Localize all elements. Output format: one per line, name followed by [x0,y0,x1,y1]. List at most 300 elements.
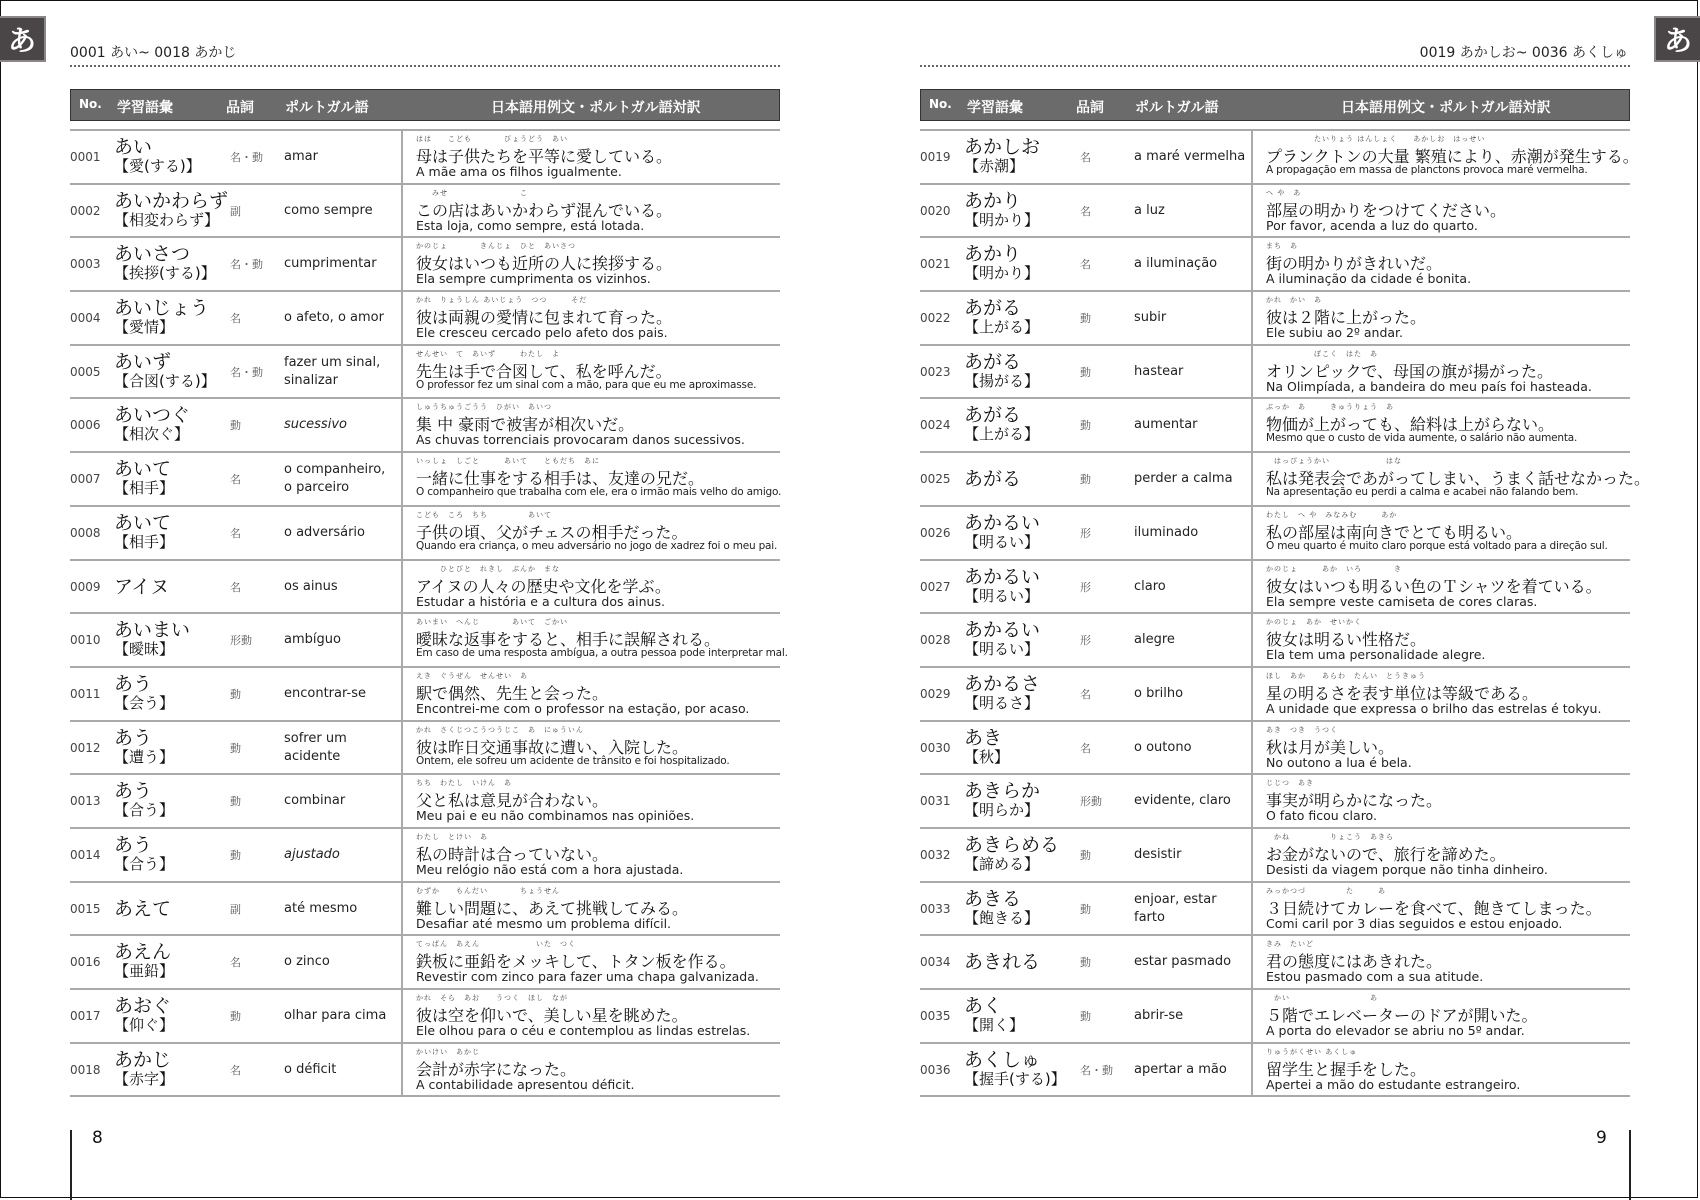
furigana: ぶっか あ きゅうりょう あ [1266,403,1394,412]
furigana: こども ころ ちち あいて [416,510,552,519]
entry-number: 0023 [920,364,951,379]
example-translation: Quando era criança, o meu adversário no jogo de xadrez foi o meu pai. [416,539,778,552]
vocab-kanji: 【亜鉛】 [114,962,175,981]
example-translation: Mesmo que o custo de vida aumente, o salário não aumenta. [1266,432,1578,445]
entry-number: 0011 [70,686,101,701]
example-cell [1251,238,1630,290]
example-cell [401,453,780,505]
table-row [920,507,1630,561]
part-of-speech: 名 [230,312,241,326]
example-japanese: 彼は両親の愛情に包まれて育った。 [416,308,673,328]
vocab-kana: あがる [964,350,1022,373]
example-japanese: 街の明かりがきれいだ。 [1266,254,1443,274]
col-vocab: 学習語彙 [967,100,1023,116]
portuguese-meaning: fazer um sinal, sinalizar [284,354,381,388]
vocab-kanji: 【揚がる】 [964,371,1040,390]
vocab-kana: あいまい [114,619,191,642]
portuguese-meaning: ajustado [284,846,340,862]
example-translation: O fato ficou claro. [1266,808,1377,824]
example-translation: Desisti da viagem porque não tinha dinheiro. [1266,861,1548,877]
example-cell [401,507,780,559]
example-cell [1251,399,1630,451]
example-translation: Revestir com zinco para fazer uma chapa galvanizada. [416,969,759,985]
portuguese-meaning: combinar [284,793,346,809]
vocab-kanji: 【明るい】 [964,532,1040,551]
example-japanese: 子供の頃、父がチェスの相手だった。 [416,522,688,542]
example-translation: Na Olimpíada, a bandeira do meu país foi hasteada. [1266,378,1592,394]
vocab-kanji: 【相手】 [114,532,175,551]
vocab-kanji: 【赤字】 [114,1069,175,1088]
entry-number: 0032 [920,847,951,862]
example-translation: Ele subiu ao 2º andar. [1266,325,1404,341]
example-translation: A mãe ama os filhos igualmente. [416,164,622,179]
entry-number: 0004 [70,311,101,326]
example-japanese: 先生は手で合図して、私を呼んだ。 [416,361,672,381]
example-cell [401,883,780,935]
part-of-speech: 動 [230,795,241,809]
table-row [920,238,1630,292]
vocab-kana: あう [114,833,153,856]
table-row [70,829,780,883]
portuguese-meaning: a maré vermelha [1134,149,1246,164]
example-translation: A iluminação da cidade é bonita. [1266,271,1472,287]
example-translation: A porta do elevador se abriu no 5º andar. [1266,1023,1525,1038]
furigana: はっぴょうかい はな [1266,457,1402,466]
part-of-speech: 名・動 [230,258,263,272]
table-row [70,131,780,185]
example-japanese: お金がないので、旅行を諦めた。 [1266,844,1506,864]
part-of-speech: 名 [1080,741,1091,755]
example-translation: Meu relógio não está com a hora ajustada. [416,861,684,877]
part-of-speech: 名・動 [230,365,263,379]
entry-number: 0002 [70,203,101,218]
vocab-kana: あいて [114,511,172,534]
entry-number: 0025 [920,472,951,487]
vocab-kana: あう [114,726,153,749]
furigana: たいりょう はんしょく あかしお はっせい [1266,135,1486,143]
portuguese-meaning: amar [284,149,318,164]
example-japanese: 父と私は意見が合わない。 [416,791,609,811]
portuguese-meaning: alegre [1134,632,1175,648]
table-row [70,507,780,561]
example-japanese: 彼女は明るい性格だ。 [1266,630,1427,650]
page-number-left: 8 [92,1128,103,1148]
kana-index-tab-right[interactable] [1654,16,1700,62]
table-row [920,561,1630,615]
furigana: きみ たいど [1266,940,1314,949]
entry-number: 0035 [920,1009,951,1023]
portuguese-meaning: olhar para cima [284,1008,387,1023]
example-translation: A contabilidade apresentou déficit. [416,1076,635,1092]
example-japanese: 星の明るさを表す単位は等級である。 [1266,683,1539,703]
portuguese-meaning: como sempre [284,202,373,218]
entry-number: 0033 [920,901,951,916]
vocab-kana: あきらか [964,780,1041,803]
col-pos: 品詞 [1076,100,1104,116]
example-translation: Comi caril por 3 dias seguidos e estou enjoado. [1266,915,1563,931]
portuguese-meaning: perder a calma [1134,471,1233,487]
vocab-kanji: 【明らか】 [964,801,1040,820]
vocab-kana: あかしお [964,136,1041,158]
example-cell [1251,453,1651,505]
margin-rule-left [70,1130,72,1200]
example-japanese: 私の時計は合っていない。 [416,844,609,864]
table-row [920,829,1630,883]
part-of-speech: 名 [230,526,241,540]
furigana: みっかつづ た あ [1266,886,1386,895]
example-japanese: 部屋の明かりをつけてください。 [1266,200,1507,220]
furigana: あいまい へんじ あいて ごかい [416,618,568,627]
vocab-kanji: 【飽きる】 [964,908,1040,927]
example-cell [1251,883,1630,935]
example-cell [401,346,780,398]
part-of-speech: 名 [1080,204,1091,218]
vocab-kana: あきる [964,887,1022,910]
example-cell [401,1044,780,1096]
furigana: かのじょ きんじょ ひと あいさつ [416,242,576,251]
vocab-kanji: 【合う】 [114,854,175,873]
portuguese-meaning: o zinco [284,954,330,970]
example-japanese: アイヌの人々の歴史や文化を学ぶ。 [416,576,671,596]
example-japanese: 私の部屋は南向きでとても明るい。 [1266,522,1523,542]
vocab-kana: あいつぐ [114,404,191,427]
vocab-table-right [920,131,1651,1097]
portuguese-meaning: o adversário [284,524,365,540]
vocab-kanji: 【諦める】 [964,854,1040,873]
vocab-kana: あいじょう [114,297,210,320]
example-cell [1251,775,1630,827]
furigana: てっぱん あえん いた つく [416,940,576,949]
furigana: かのじょ あか いろ き [1266,564,1402,573]
furigana: ひとびと れきし ぶんか まな [416,564,560,573]
table-row [920,453,1651,507]
vocab-kana: あくしゅ [964,1048,1041,1071]
vocab-kana: あいかわらず [114,189,229,212]
vocab-kanji: 【明るい】 [964,586,1040,605]
furigana: かれ さくじつこうつうじこ あ にゅういん [416,725,584,734]
portuguese-meaning: encontrar-se [284,685,366,701]
example-cell [1251,668,1630,720]
table-row [70,775,780,829]
example-japanese: この店はあいかわらず混んでいる。 [416,200,673,220]
example-cell [1251,1044,1630,1096]
table-row [70,346,780,400]
furigana: わたし とけい あ [416,832,488,841]
col-pos: 品詞 [226,100,254,116]
part-of-speech: 動 [230,1010,241,1023]
col-no: No. [79,97,102,111]
example-translation: Encontrei-me com o professor na estação, por acaso. [416,700,750,716]
entry-number: 0031 [920,794,951,809]
portuguese-meaning: sofrer um acidente [284,730,347,764]
vocab-kanji: 【挨拶(する)】 [114,264,216,283]
col-vocab: 学習語彙 [117,100,173,116]
entry-number: 0022 [920,311,951,326]
vocab-kanji: 【明かり】 [964,210,1040,229]
furigana: ちち わたし いけん あ [416,779,512,788]
entry-number: 0006 [70,418,101,433]
part-of-speech: 動 [1080,473,1091,487]
example-japanese: 母は子供たちを平等に愛している。 [416,147,673,166]
example-translation: A propagação em massa de planctons provoca maré vermelha. [1266,164,1588,176]
example-cell [401,561,780,613]
entry-number: 0028 [920,633,951,648]
vocab-kana: あえて [114,897,172,920]
example-translation: Estou pasmado com a sua atitude. [1266,969,1484,985]
vocab-kanji: 【相手】 [114,479,175,498]
vocab-kana: あがる [964,468,1022,491]
furigana: わたし へ や みなみむ あか [1266,510,1398,519]
example-cell [401,722,780,774]
example-japanese: 鉄板に亜鉛をメッキして、トタン板を作る。 [416,952,736,972]
table-row [70,722,780,776]
part-of-speech: 名 [1080,687,1091,701]
example-cell [401,990,780,1042]
example-cell [401,399,780,451]
vocab-kana: あう [114,672,153,695]
example-cell [1251,936,1630,988]
running-head-left: 0001 あい~ 0018 あかじ [70,45,237,61]
example-translation: Por favor, acenda a luz do quarto. [1266,217,1478,233]
part-of-speech: 動 [1080,419,1091,433]
furigana: むずか もんだい ちょうせん [416,886,560,895]
vocab-kana: あかり [964,243,1022,266]
col-no: No. [929,97,952,111]
example-cell [1251,346,1630,398]
vocab-kana: アイヌ [114,575,170,598]
entry-number: 0019 [920,150,951,164]
table-row [920,346,1630,400]
example-translation: O professor fez um sinal com a mão, para que eu me aproximasse. [416,378,757,391]
part-of-speech: 名 [1080,258,1091,272]
table-header [70,89,780,121]
example-translation: Na apresentação eu perdi a calma e acabei não falando bem. [1266,486,1579,499]
example-cell [401,131,780,183]
example-japanese: 彼は空を仰いで、美しい星を眺めた。 [416,1006,688,1025]
furigana: かれ そら あお うつく ほし なが [416,994,568,1002]
furigana: ぼこく はた あ [1266,349,1378,358]
vocab-kanji: 【上がる】 [964,318,1040,337]
vocab-kanji: 【愛(する)】 [114,157,201,175]
example-translation: Em caso de uma resposta ambígua, a outra pessoa pode interpretar mal. [416,647,788,660]
vocab-kana: あく [964,995,1003,1017]
col-portuguese: ポルトガル語 [1135,100,1219,116]
part-of-speech: 動 [1080,1010,1091,1023]
vocab-kanji: 【曖昧】 [114,640,175,659]
entry-number: 0010 [70,633,101,648]
vocab-kana: あいさつ [114,243,191,266]
vocab-kanji: 【明かり】 [964,264,1040,283]
example-japanese: 事実が明らかになった。 [1266,791,1443,811]
part-of-speech: 名・動 [230,151,263,164]
example-translation: No outono a lua é bela. [1266,754,1412,770]
table-row [920,185,1630,239]
vocab-kanji: 【明るさ】 [964,693,1040,712]
part-of-speech: 副 [230,902,241,916]
vocab-kana: あき [964,726,1003,749]
part-of-speech: 形動 [1080,795,1102,809]
example-japanese: 難しい問題に、あえて挑戦してみる。 [416,898,689,918]
vocab-kana: あかるい [964,511,1041,534]
entry-number: 0020 [920,203,951,218]
vocab-kanji: 【握手(する)】 [964,1069,1066,1088]
vocab-kanji: 【会う】 [114,693,175,712]
vocab-kana: あかるさ [964,672,1041,695]
example-cell [401,185,780,237]
kana-index-tab-left[interactable] [0,16,46,62]
furigana: へ や あ [1266,188,1302,197]
portuguese-meaning: enjoar, estar farto [1134,891,1217,925]
example-cell [401,292,780,344]
part-of-speech: 動 [1080,848,1091,862]
furigana: かね りょこう あきら [1266,832,1394,841]
example-japanese: プランクトンの大量 繁殖により、赤潮が発生する。 [1266,147,1639,166]
table-row [70,936,780,990]
furigana: ほし あか あらわ たんい とうきゅう [1266,671,1426,680]
furigana: みせ こ [416,188,528,197]
example-cell [401,668,780,720]
part-of-speech: 名 [230,580,241,594]
part-of-speech: 形 [1080,634,1091,648]
furigana: かのじょ あか せいかく [1266,618,1362,627]
example-japanese: オリンピックで、母国の旗が揚がった。 [1266,361,1554,381]
portuguese-meaning: o déficit [284,1061,337,1077]
entry-number: 0014 [70,847,101,862]
portuguese-meaning: sucessivo [284,417,347,433]
example-cell [401,829,780,881]
furigana: いっしょ しごと あいて ともだち あに [416,457,600,466]
part-of-speech: 動 [230,419,241,433]
entry-number: 0016 [70,955,101,970]
col-example: 日本語用例文・ポルトガル語対訳 [1341,100,1551,116]
part-of-speech: 形 [1080,526,1091,540]
example-cell [1251,185,1630,237]
portuguese-meaning: hastear [1134,363,1184,379]
example-japanese: 一緒に仕事をする相手は、友達の兄だ。 [416,469,705,489]
example-translation: Ele olhou para o céu e contemplou as lindas estrelas. [416,1023,751,1038]
entry-number: 0003 [70,257,101,272]
table-row [920,1044,1630,1098]
dotted-rule-right [920,65,1630,67]
running-head-right: 0019 あかしお~ 0036 あくしゅ [1419,45,1628,61]
vocab-kana: あかるい [964,619,1041,642]
entry-number: 0009 [70,579,101,594]
table-row [920,990,1630,1044]
vocab-kana: あかるい [964,565,1041,588]
tab-label: あ [7,24,36,57]
part-of-speech: 名 [230,473,241,487]
vocab-kana: あかじ [114,1048,172,1071]
example-japanese: ３日続けてカレーを食べて、飽きてしまった。 [1266,898,1602,918]
vocab-kana: あがる [964,297,1022,320]
vocab-kanji: 【相次ぐ】 [114,425,190,444]
entry-number: 0012 [70,740,101,755]
example-translation: As chuvas torrenciais provocaram danos sucessivos. [416,432,745,448]
furigana: りゅうがくせい あくしゅ [1266,1047,1358,1056]
portuguese-meaning: subir [1134,310,1167,326]
portuguese-meaning: claro [1134,578,1166,594]
example-japanese: 駅で偶然、先生と会った。 [416,683,609,703]
table-header [920,89,1630,121]
entry-number: 0030 [920,740,951,755]
portuguese-meaning: iluminado [1134,524,1199,540]
vocab-kanji: 【合図(する)】 [114,371,216,390]
part-of-speech: 名 [1080,151,1091,164]
portuguese-meaning: ambíguo [284,632,341,648]
entry-number: 0007 [70,472,101,487]
furigana: えき ぐうぜん せんせい あ [416,671,528,680]
furigana: はは こども びょうどう あい [416,135,568,143]
entry-number: 0024 [920,418,951,433]
portuguese-meaning: a iluminação [1134,256,1218,272]
example-translation: Apertei a mão do estudante estrangeiro. [1266,1076,1521,1092]
table-row [70,453,780,507]
entry-number: 0036 [920,1062,951,1077]
entry-number: 0015 [70,901,101,916]
portuguese-meaning: o outono [1134,739,1192,755]
vocab-kanji: 【愛情】 [114,318,175,337]
entry-number: 0027 [920,579,951,594]
example-japanese: 彼は昨日交通事故に遭い、入院した。 [416,737,689,757]
part-of-speech: 動 [1080,312,1091,326]
example-translation: Ontem, ele sofreu um acidente de trânsito e foi hospitalizado. [416,754,730,767]
example-japanese: 会計が赤字になった。 [416,1059,577,1079]
example-translation: Ela sempre veste camiseta de cores claras. [1266,593,1538,609]
furigana: しゅうちゅうごうう ひがい あいつ [416,403,552,412]
part-of-speech: 名 [230,1063,241,1077]
portuguese-meaning: o afeto, o amor [284,310,384,326]
table-row [70,399,780,453]
vocab-kanji: 【相変わらず】 [114,210,220,229]
portuguese-meaning: abrir-se [1134,1008,1184,1023]
entry-number: 0029 [920,686,951,701]
entry-number: 0001 [70,150,101,164]
tab-label: あ [1663,24,1692,57]
table-row [70,668,780,722]
example-translation: Estudar a história e a cultura dos ainus. [416,593,665,609]
vocab-kana: あいず [114,350,172,373]
part-of-speech: 動 [230,687,241,701]
portuguese-meaning: desistir [1134,846,1182,862]
table-row [920,775,1630,829]
furigana: せんせい て あいず わたし よ [416,349,560,358]
portuguese-meaning: apertar a mão [1134,1061,1227,1077]
portuguese-meaning: a luz [1134,202,1165,218]
table-row [920,668,1630,722]
furigana: じじつ あき [1266,779,1314,788]
part-of-speech: 動 [230,848,241,862]
example-translation: O meu quarto é muito claro porque está voltado para a direção sul. [1266,539,1608,552]
vocab-kana: あかり [964,189,1022,212]
portuguese-meaning: cumprimentar [284,256,377,272]
vocab-kanji: 【秋】 [964,747,1010,766]
furigana: あき つき うつく [1266,725,1338,734]
vocab-kana: あおぐ [114,995,172,1017]
entry-number: 0021 [920,257,951,272]
furigana: かいけい あかじ [416,1047,480,1056]
portuguese-meaning: estar pasmado [1134,954,1232,970]
vocab-kanji: 【開く】 [964,1016,1025,1034]
furigana: かれ かい あ [1266,296,1322,305]
vocab-kana: あがる [964,404,1022,427]
example-translation: A unidade que expressa o brilho das estrelas é tokyu. [1266,700,1602,716]
table-row [70,614,788,668]
dotted-rule-left [70,65,780,67]
col-portuguese: ポルトガル語 [285,100,369,116]
example-cell [1251,292,1630,344]
entry-number: 0034 [920,955,951,970]
furigana: まち あ [1266,242,1298,251]
